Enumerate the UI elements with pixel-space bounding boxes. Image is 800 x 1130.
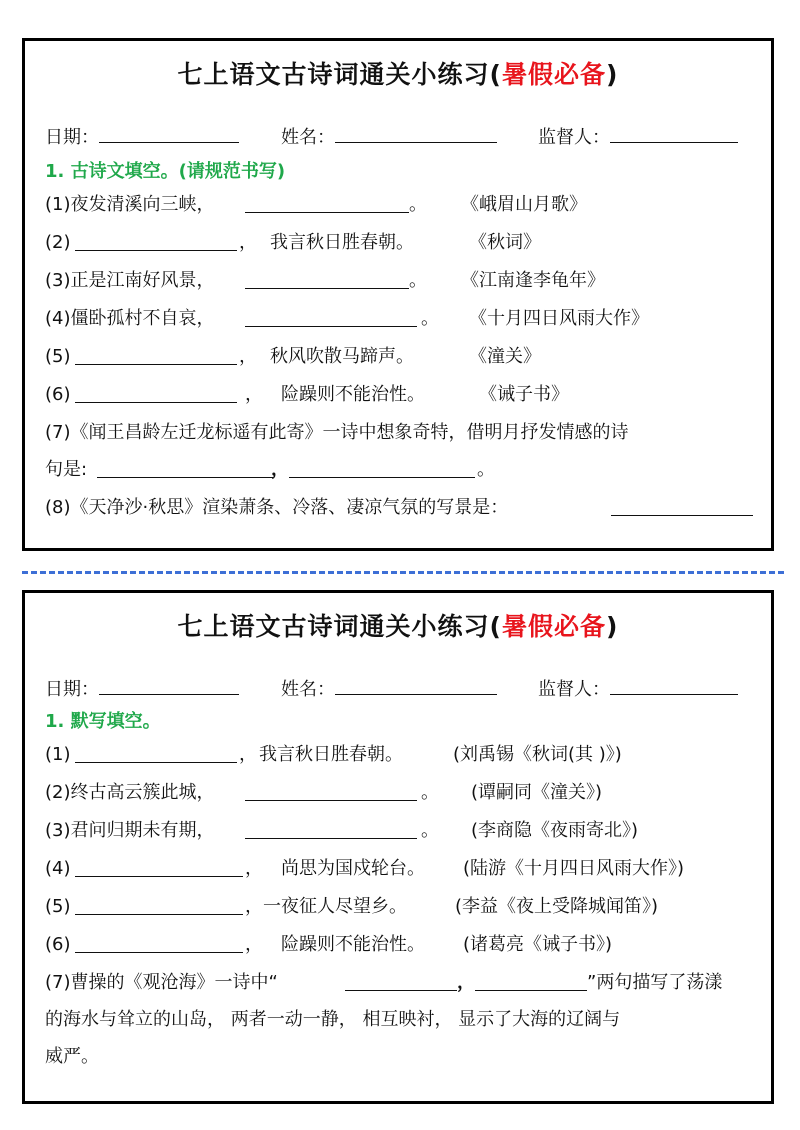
answer-blank[interactable]: [245, 820, 417, 839]
name-blank[interactable]: [335, 676, 497, 695]
answer-blank[interactable]: [245, 194, 409, 213]
question-line: (4)僵卧孤村不自哀， 。 《十月四日风雨大作》: [45, 308, 649, 329]
date-blank[interactable]: [99, 124, 239, 143]
worksheet-title: [25, 607, 771, 643]
section-heading: 1. 默写填空。: [45, 711, 161, 732]
answer-blank[interactable]: [75, 384, 237, 403]
name-blank[interactable]: [335, 124, 497, 143]
question-line: (1) ， 我言秋日胜春朝。 (刘禹锡《秋词(其 )》): [45, 744, 622, 765]
answer-blank[interactable]: [245, 308, 417, 327]
question-line-continued: 威严。: [45, 1046, 99, 1067]
date-field: 日期：: [45, 675, 239, 701]
answer-blank[interactable]: [75, 896, 243, 915]
cut-line-divider: [22, 571, 784, 574]
section-heading: 1. 古诗文填空。(请规范书写): [45, 161, 286, 182]
supervisor-blank[interactable]: [610, 124, 738, 143]
question-line: (5) ，一夜征人尽望乡。 (李益《夜上受降城闻笛》): [45, 896, 659, 917]
question-line: (7)曹操的《观沧海》一诗中“ ， ”两句描写了荡漾: [45, 972, 723, 993]
question-line-continued: 句是: ， 。: [45, 459, 495, 480]
answer-blank[interactable]: [245, 782, 417, 801]
title-end: ): [606, 60, 619, 89]
answer-blank[interactable]: [611, 497, 753, 516]
name-field: 姓名：: [281, 675, 497, 701]
question-line: (4) ， 尚思为国戍轮台。 (陆游《十月四日风雨大作》): [45, 858, 685, 879]
meta-row: [45, 123, 765, 148]
answer-blank[interactable]: [289, 459, 475, 478]
answer-blank[interactable]: [75, 934, 243, 953]
question-line: (3)正是江南好风景， 。 《江南逢李龟年》: [45, 270, 605, 291]
question-line: (1)夜发清溪向三峡， 。 《峨眉山月歌》: [45, 194, 587, 215]
meta-row: [45, 675, 765, 700]
question-line: (6) ， 险躁则不能治性。 (诸葛亮《诫子书》): [45, 934, 613, 955]
answer-blank[interactable]: [345, 972, 457, 991]
answer-blank[interactable]: [97, 459, 273, 478]
title-highlight: 暑假必备: [501, 612, 606, 641]
title-highlight: 暑假必备: [501, 60, 606, 89]
answer-blank[interactable]: [75, 858, 243, 877]
worksheet-card-2: [22, 590, 774, 1104]
question-line-continued: 的海水与耸立的山岛， 两者一动一静， 相互映衬， 显示了大海的辽阔与: [45, 1009, 621, 1030]
supervisor-field: 监督人：: [538, 123, 738, 149]
date-blank[interactable]: [99, 676, 239, 695]
question-line: (6) ， 险躁则不能治性。 《诫子书》: [45, 384, 569, 405]
worksheet-title: [25, 55, 771, 91]
question-line: (8)《天净沙·秋思》渲染萧条、冷落、凄凉气氛的写景是：: [45, 497, 765, 519]
answer-blank[interactable]: [75, 744, 237, 763]
question-line: (5) ， 秋风吹散马蹄声。 《潼关》: [45, 346, 541, 367]
question-line: (7)《闻王昌龄左迁龙标遥有此寄》一诗中想象奇特，借明月抒发情感的诗: [45, 422, 629, 443]
question-line: (3)君问归期未有期， 。 (李商隐《夜雨寄北》): [45, 820, 639, 841]
question-line: (2)终古高云簇此城， 。 (谭嗣同《潼关》): [45, 782, 603, 803]
date-field: 日期：: [45, 123, 239, 149]
worksheet-card-1: [22, 38, 774, 551]
answer-blank[interactable]: [75, 346, 237, 365]
supervisor-field: 监督人：: [538, 675, 738, 701]
answer-blank[interactable]: [475, 972, 587, 991]
title-main: 七上语文古诗词通关小练习(: [177, 60, 502, 89]
name-field: 姓名：: [281, 123, 497, 149]
supervisor-blank[interactable]: [610, 676, 738, 695]
answer-blank[interactable]: [75, 232, 237, 251]
title-end: ): [606, 612, 619, 641]
answer-blank[interactable]: [245, 270, 409, 289]
question-line: (2) ， 我言秋日胜春朝。 《秋词》: [45, 232, 541, 253]
title-main: 七上语文古诗词通关小练习(: [177, 612, 502, 641]
